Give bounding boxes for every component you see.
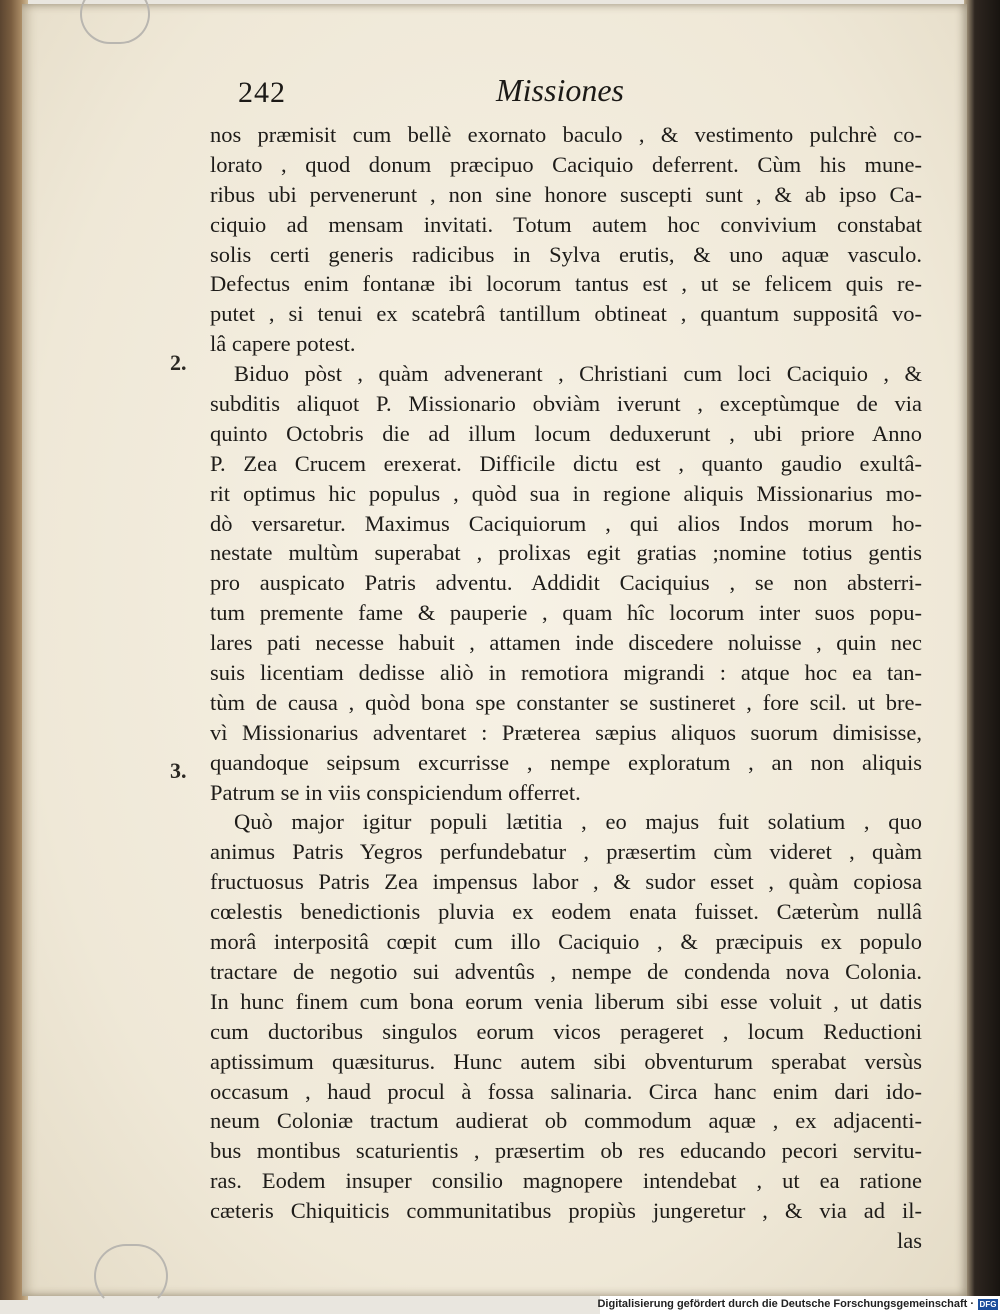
text-line: aptissimum quæsiturus. Hunc autem sibi obventurum sperabat versùs [210, 1048, 922, 1074]
text-line: ciquio ad mensam invitati. Totum autem hoc convivium constabat [210, 211, 922, 237]
text-line: Quò major igitur populi lætitia , eo majus fuit solatium , quo [234, 809, 922, 835]
text-line: vì Missionarius adventaret : Præterea sæpius aliquos suorum dimisisse, [210, 719, 922, 745]
text-line: quandoque seipsum excurrisse , nempe exploratum , an non aliquis [210, 749, 922, 775]
text-line: In hunc finem cum bona eorum venia liberum sibi esse voluit , ut datis [210, 988, 922, 1014]
text-line: ribus ubi pervenerunt , non sine honore suscepti sunt , & ab ipso Ca- [210, 181, 922, 207]
text-line: pro auspicato Patris adventu. Addidit Caciquius , se non absterri- [210, 570, 922, 596]
running-head: Missiones [496, 72, 624, 108]
text-line: rit optimus hic populus , quòd sua in regione aliquis Missionarius mo- [210, 480, 922, 506]
text-line: cæteris Chiquiticis communitatibus propiùs jungeretur , & via ad il- [210, 1198, 922, 1224]
text-line: bus montibus scaturientis , præsertim ob res educando pecori servitu- [210, 1138, 922, 1164]
page-number: 242 [238, 76, 286, 109]
body-text [210, 120, 922, 1256]
funding-credit: Digitalisierung gefördert durch die Deutsche Forschungsgemeinschaft · [597, 1298, 974, 1310]
text-line: P. Zea Crucem erexerat. Difficile dictu est , quanto gaudio exultâ- [210, 450, 922, 476]
catchword: las [897, 1227, 922, 1253]
text-line: occasum , haud procul à fossa salinaria. Circa hanc enim dari ido- [210, 1078, 922, 1104]
text-line: animus Patris Yegros perfundebatur , præsertim cùm videret , quàm [210, 839, 922, 865]
text-line: fructuosus Patris Zea impensus labor , & sudor esset , quàm copiosa [210, 869, 922, 895]
text-line: lorato , quod donum præcipuo Caciquio deferrent. Cùm his mune- [210, 151, 922, 177]
text-line: Patrum se in viis conspiciendum offerret. [210, 779, 581, 805]
text-line: cœlestis benedictionis pluvia ex eodem enata fuisset. Cæterùm nullâ [210, 899, 922, 925]
text-line: tum premente fame & pauperie , quam hîc locorum inter suos popu- [210, 600, 922, 626]
text-line: neum Coloniæ tractum audierat ob commodum aquæ , ex adjacenti- [210, 1108, 922, 1134]
text-line: ras. Eodem insuper consilio magnopere intendebat , ut ea ratione [210, 1168, 922, 1194]
text-line: lâ capere potest. [210, 331, 356, 357]
page-header [238, 72, 938, 112]
digitization-footer [597, 1296, 1000, 1314]
dfg-logo: DFG [979, 1300, 997, 1309]
marginal-number: 2. [170, 350, 187, 375]
marginal-number: 3. [170, 758, 187, 783]
text-line: morâ interpositâ cœpit cum illo Caciquio , & præcipuis ex populo [210, 929, 922, 955]
text-line: Biduo pòst , quàm advenerant , Christiani cum loci Caciquio , & [234, 361, 922, 387]
text-line: suis licentiam dedisse aliò in remotiora migrandi : atque hoc ea tan- [210, 660, 922, 686]
text-line: subditis aliquot P. Missionario obviàm iverunt , exceptùmque de via [210, 391, 922, 417]
text-line: solis certi generis radicibus in Sylva erutis, & uno aquæ vasculo. [210, 241, 922, 267]
book-binding-right [964, 0, 1000, 1300]
text-line: nestate multùm superabat , prolixas egit gratias ;nomine totius gentis [210, 540, 922, 566]
text-line: dò versaretur. Maximus Caciquiorum , qui alios Indos morum ho- [210, 510, 922, 536]
paper-clip-bottom [94, 1244, 168, 1308]
text-line: tractare de negotio sui adventûs , nempe de condenda nova Colonia. [210, 958, 922, 984]
text-line: Defectus enim fontanæ ibi locorum tantus est , ut se felicem quis re- [210, 271, 922, 297]
text-line: cum ductoribus singulos eorum vicos perageret , locum Reductioni [210, 1018, 922, 1044]
paper-clip-top [80, 0, 150, 44]
text-line: quinto Octobris die ad illum locum deduxerunt , ubi priore Anno [210, 420, 922, 446]
text-line: lares pati necesse habuit , attamen inde discedere noluisse , quin nec [210, 630, 922, 656]
text-line: tùm de causa , quòd bona spe constanter se sustineret , fore scil. ut bre- [210, 689, 922, 715]
text-line: putet , si tenui ex scatebrâ tantillum obtineat , quantum suppositâ vo- [210, 301, 922, 327]
text-line: nos præmisit cum bellè exornato baculo , & vestimento pulchrè co- [210, 122, 922, 147]
